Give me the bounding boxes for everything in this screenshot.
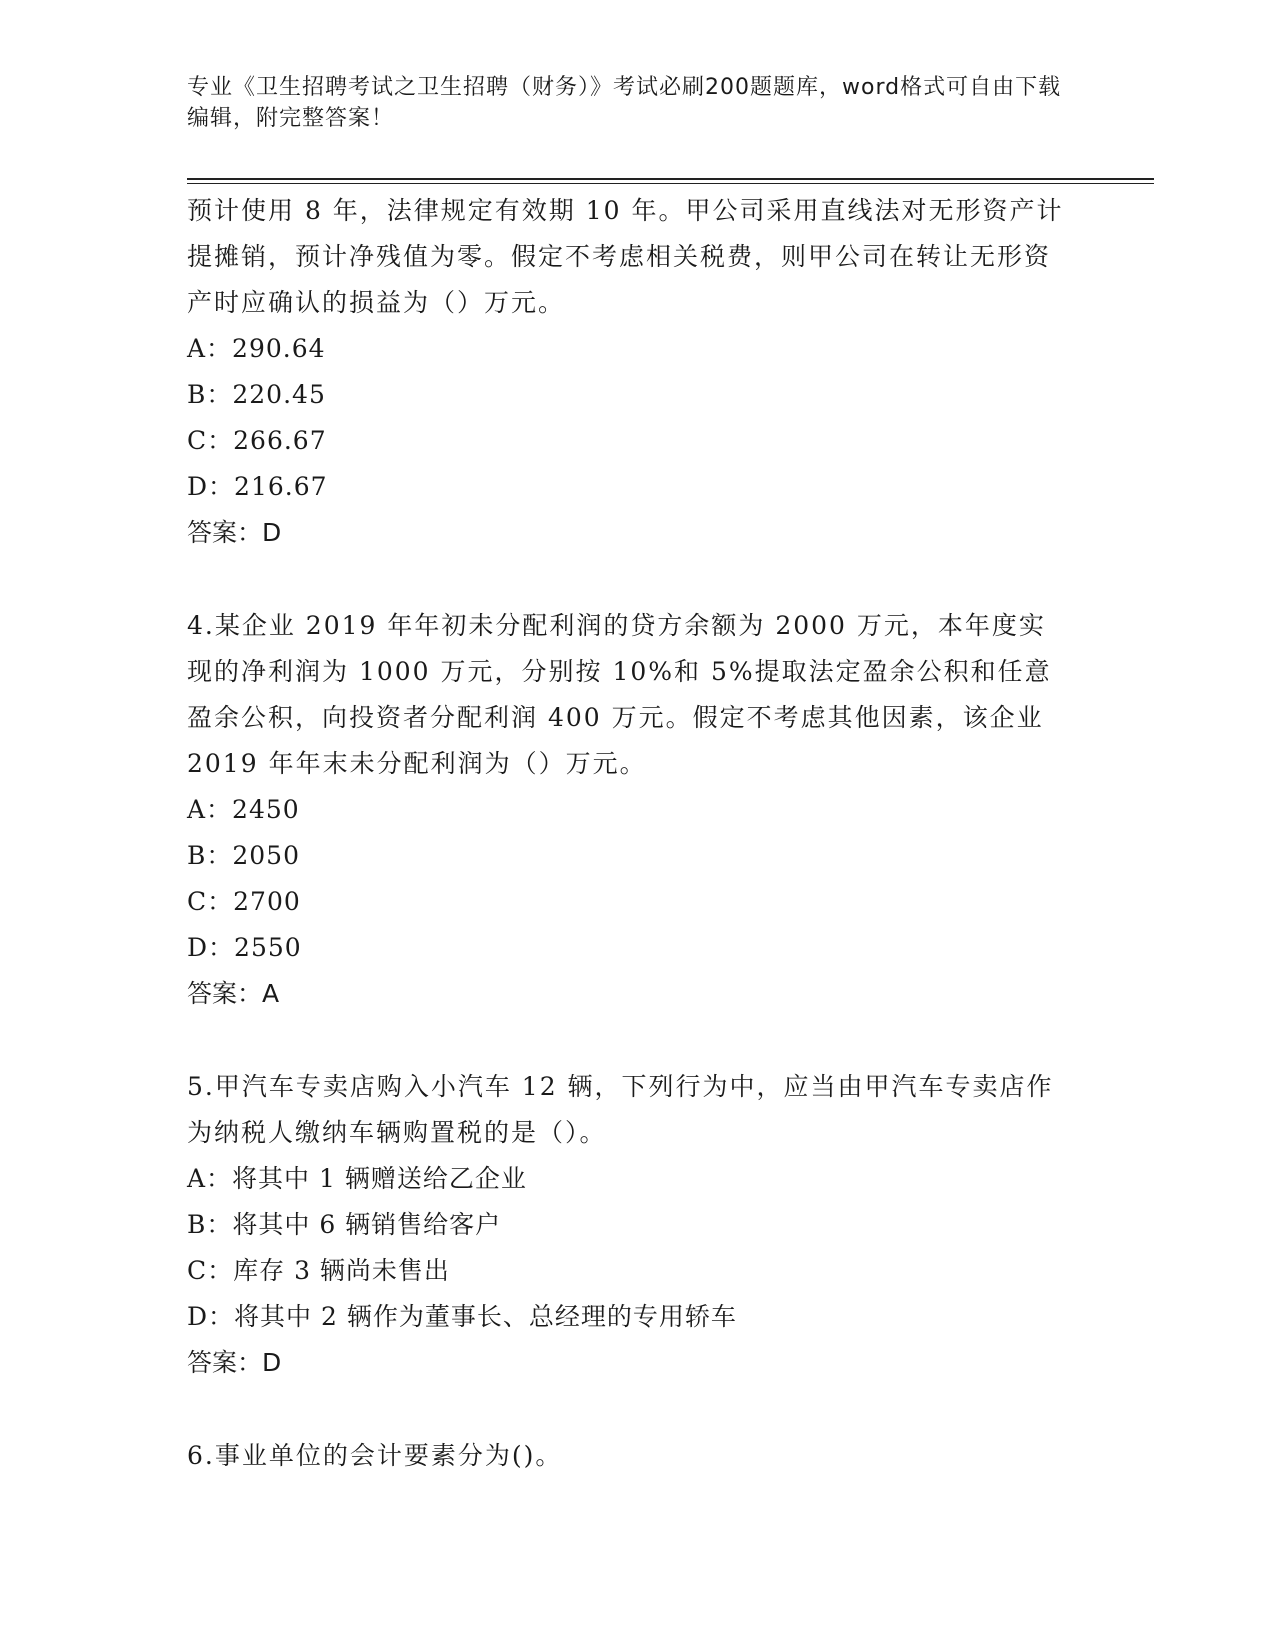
option-c: C：2700 [187,887,301,916]
option-a: A：2450 [187,795,300,824]
option-c: C：266.67 [187,426,327,455]
question-6 [187,1433,1067,1479]
question-text: 5.甲汽车专卖店购入小汽车 12 辆，下列行为中，应当由甲汽车专卖店作为纳税人缴纳车辆购置税的是（）。 [187,1072,1054,1147]
option-a: A：290.64 [187,334,326,363]
answer-line: 答案：A [187,979,280,1008]
spacer [187,1386,1067,1433]
option-d: D：216.67 [187,472,328,501]
header-divider-thick [187,178,1154,180]
spacer [187,1017,1067,1064]
option-b: B：220.45 [187,380,326,409]
question-text: 预计使用 8 年，法律规定有效期 10 年。甲公司采用直线法对无形资产计提摊销，预计净残值为零。假定不考虑相关税费，则甲公司在转让无形资产时应确认的损益为（）万元。 [187,196,1064,317]
question-list [187,188,1067,1479]
answer-line: 答案：D [187,1348,282,1377]
option-c: C：库存 3 辆尚未售出 [187,1256,450,1285]
header-divider-thin [187,183,1154,184]
answer-line: 答案：D [187,518,282,547]
option-a: A：将其中 1 辆赠送给乙企业 [187,1164,527,1193]
option-b: B：2050 [187,841,300,870]
question-text: 6.事业单位的会计要素分为()。 [187,1441,563,1470]
spacer [187,556,1067,603]
question-4 [187,603,1067,1017]
document-header: 专业《卫生招聘考试之卫生招聘（财务）》考试必刷200题题库，word格式可自由下载编辑，附完整答案！ [187,75,1062,131]
option-b: B：将其中 6 辆销售给客户 [187,1210,502,1239]
question-text: 4.某企业 2019 年年初未分配利润的贷方余额为 2000 万元，本年度实现的净利润为 1000 万元，分别按 10%和 5%提取法定盈余公积和任意盈余公积，向投资者分配利润 400 万元。假定不考虑其他因素，该企业 2019 年年末未分配利润为（）万元。 [187,611,1052,778]
option-d: D：将其中 2 辆作为董事长、总经理的专用轿车 [187,1302,737,1331]
option-d: D：2550 [187,933,302,962]
question-5 [187,1064,1067,1386]
question-3 [187,188,1067,556]
